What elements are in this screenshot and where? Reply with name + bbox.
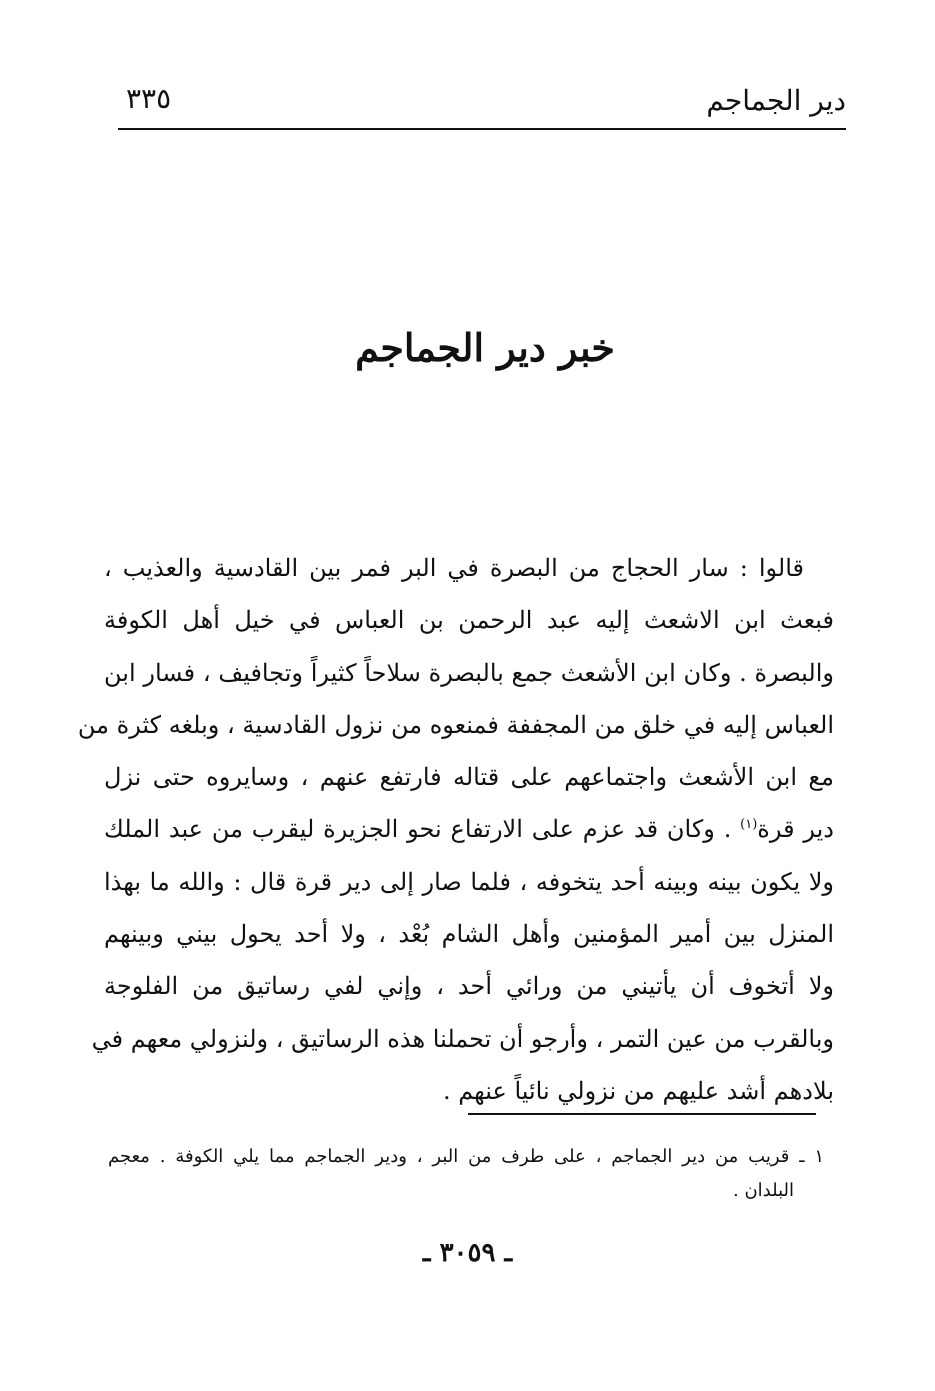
chapter-title: خبر دير الجماجم xyxy=(355,325,615,370)
body-line-7: ولا يكون بينه وبينه أحد يتخوفه ، فلما صار إلى دير قرة قال : والله ما بهذا xyxy=(104,867,834,896)
body-line-1: قالوا : سار الحجاج من البصرة في البر فمر بين القادسية والعذيب ، xyxy=(104,554,804,582)
line6-after-marker: . وكان قد عزم على الارتفاع نحو الجزيرة ليقرب من عبد الملك xyxy=(104,815,741,844)
footnote-line-1: ١ ـ قريب من دير الجماجم ، على طرف من البر ، ودير الجماجم مما يلي الكوفة . معجم xyxy=(108,1146,824,1167)
body-line-10: وبالقرب من عين التمر ، وأرجو أن تحملنا هذه الرساتيق ، ولنزولي معهم في xyxy=(91,1024,834,1053)
bottom-folio-number: ـ ٣٠٥٩ ـ xyxy=(422,1238,513,1268)
footnote xyxy=(108,1140,824,1208)
body-line-5: مع ابن الأشعث واجتماعهم على قتاله فارتفع عنهم ، وسايروه حتى نزل xyxy=(104,763,834,792)
body-line-9: ولا أتخوف أن يأتيني من ورائي أحد ، وإني لفي رساتيق من الفلوجة xyxy=(104,972,834,1001)
body-line-8: المنزل بين أمير المؤمنين وأهل الشام بُعْد ، ولا أحد يحول بيني وبينهم xyxy=(104,920,834,949)
body-line-2: فبعث ابن الاشعث إليه عبد الرحمن بن العباس في خيل أهل الكوفة xyxy=(104,606,834,635)
running-title: دير الجماجم xyxy=(706,84,846,117)
running-header xyxy=(118,78,846,128)
footnote-marker: (١) xyxy=(740,817,758,833)
body-line-6 xyxy=(104,803,834,855)
body-line-3: والبصرة . وكان ابن الأشعث جمع بالبصرة سلاحاً كثيراً وتجافيف ، فسار ابن xyxy=(104,658,834,687)
body-line-4: العباس إليه في خلق من المجففة فمنعوه من نزول القادسية ، وبلغه كثرة من xyxy=(77,710,834,739)
footnote-rule xyxy=(468,1113,816,1115)
line6-before-marker: دير قرة xyxy=(757,815,834,844)
page-number: ٣٣٥ xyxy=(126,82,172,115)
header-rule xyxy=(118,128,846,130)
footnote-line-2: البلدان . xyxy=(733,1180,794,1201)
body-line-11: بلادهم أشد عليهم من نزولي نائياً عنهم . xyxy=(442,1076,834,1105)
body-text xyxy=(77,542,834,1117)
